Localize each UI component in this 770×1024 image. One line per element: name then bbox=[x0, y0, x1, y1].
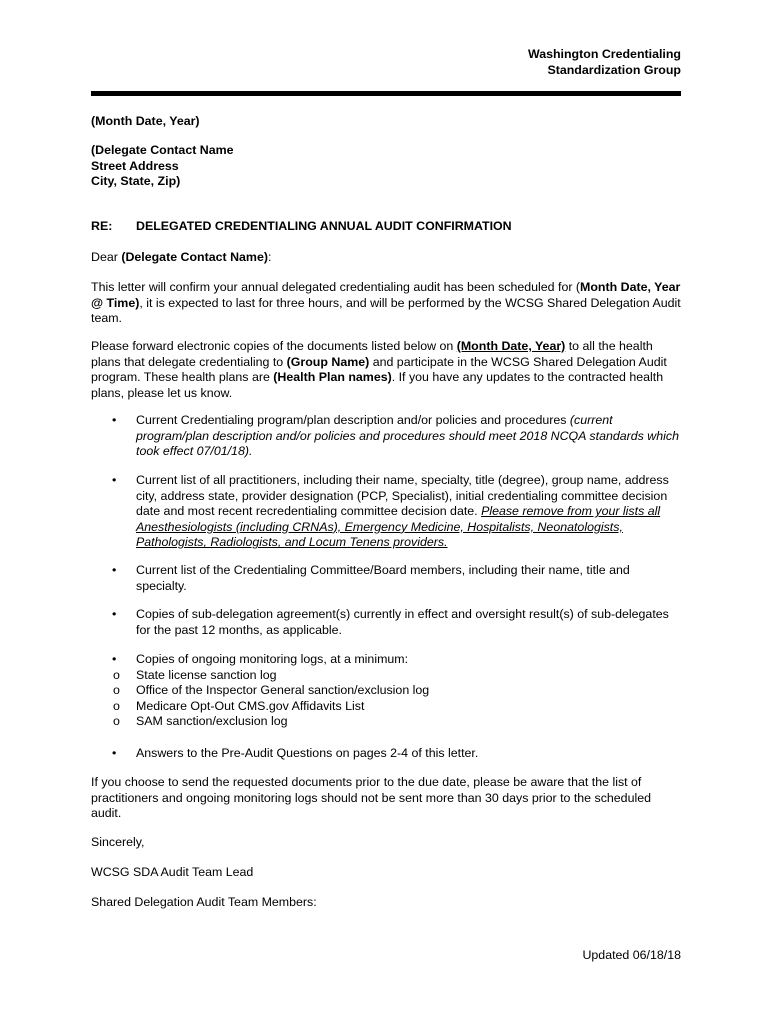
sub-item-text: Medicare Opt-Out CMS.gov Affidavits List bbox=[136, 698, 365, 713]
document-list bbox=[91, 413, 681, 460]
signer: WCSG SDA Audit Team Lead bbox=[91, 865, 254, 879]
bullet-icon: • bbox=[112, 473, 117, 487]
item-text: Copies of ongoing monitoring logs, at a minimum: bbox=[136, 652, 409, 666]
bullet-icon: • bbox=[112, 652, 117, 666]
list-item bbox=[91, 652, 681, 730]
sub-list-item bbox=[113, 668, 681, 684]
org-line-2: Standardization Group bbox=[547, 63, 681, 77]
re-subject: DELEGATED CREDENTIALING ANNUAL AUDIT CONFIRMATION bbox=[136, 219, 512, 233]
document-list bbox=[91, 607, 681, 638]
bullet-icon: • bbox=[112, 563, 117, 577]
p2-part-f: (Health Plan names) bbox=[273, 370, 392, 385]
sub-list-item bbox=[113, 714, 681, 730]
recipient-city: City, State, Zip) bbox=[91, 174, 181, 189]
updated-date: Updated 06/18/18 bbox=[582, 948, 681, 962]
p2-part-b: (Month Date, Year) bbox=[456, 339, 566, 353]
document-list bbox=[91, 473, 681, 551]
paragraph-timing: If you choose to send the requested documents prior to the due date, please be aware that the list of practitioners and ongoing monitoring logs should not be sent more than 30 days prior to the scheduled audit. bbox=[91, 775, 651, 821]
circle-bullet-icon: o bbox=[113, 683, 120, 698]
sub-item-text: Office of the Inspector General sanction/exclusion log bbox=[136, 683, 430, 698]
p1-part-a: This letter will confirm your annual delegated credentialing audit has been scheduled for ( bbox=[91, 280, 581, 294]
p2-part-d: (Group Name) bbox=[286, 354, 370, 369]
p1-part-b: Month Date, Year @ Time) bbox=[91, 280, 681, 310]
circle-bullet-icon: o bbox=[113, 714, 120, 729]
sub-list-item bbox=[113, 683, 681, 699]
p2-part-e: and participate in the WCSG Shared Delegation Audit program. These health plans are bbox=[91, 354, 667, 385]
item-text: Copies of sub-delegation agreement(s) currently in effect and oversight result(s) of sub-delegates for the past 12 months, as applicable. bbox=[136, 607, 669, 637]
header-rule bbox=[91, 91, 681, 96]
closing: Sincerely, bbox=[91, 835, 145, 849]
document-list bbox=[91, 563, 681, 594]
item-note: (current program/plan description and/or policies and procedures should meet 2018 NCQA standards which took effect 07/01/18). bbox=[136, 413, 679, 459]
recipient-name: (Delegate Contact Name bbox=[91, 143, 234, 157]
p2-part-c: to all the health plans that delegate credentialing to bbox=[91, 339, 653, 369]
circle-bullet-icon: o bbox=[113, 698, 120, 713]
recipient-street: Street Address bbox=[91, 158, 179, 173]
letter-date: (Month Date, Year) bbox=[91, 114, 200, 128]
greeting bbox=[91, 250, 681, 266]
bullet-icon: • bbox=[112, 413, 117, 427]
document-list bbox=[91, 746, 681, 762]
list-item bbox=[91, 563, 681, 594]
p2-part-a: Please forward electronic copies of the documents listed below on bbox=[91, 339, 457, 353]
circle-bullet-icon: o bbox=[113, 667, 120, 682]
bullet-icon: • bbox=[112, 746, 117, 760]
greeting-name: (Delegate Contact Name) bbox=[121, 250, 268, 264]
recipient-address bbox=[91, 143, 681, 190]
p2-part-g: . If you have any updates to the contracted health plans, please let us know. bbox=[91, 370, 664, 400]
bullet-icon: • bbox=[112, 607, 117, 621]
paragraph-documents bbox=[91, 339, 681, 401]
list-item bbox=[91, 607, 681, 638]
sub-list-item bbox=[113, 699, 681, 715]
team-members-label: Shared Delegation Audit Team Members: bbox=[91, 895, 317, 909]
list-item bbox=[91, 473, 681, 551]
item-note: Please remove from your lists all Anesthesiologists (including CRNAs), Emergency Medicine, Hospitalists, Neonatologists, Pathologists, Radiologists, and Locum Tenens providers. bbox=[136, 504, 661, 550]
organization-header bbox=[528, 46, 681, 78]
org-line-1: Washington Credentialing bbox=[527, 47, 681, 61]
item-text: Current list of all practitioners, including their name, specialty, title (degree), group name, address city, address state, provider designation (PCP, Specialist), initial credentialing committee decision date and most recent recredentialing committee decision date. bbox=[136, 473, 669, 519]
sub-item-text: State license sanction log bbox=[136, 667, 277, 682]
p1-part-c: , it is expected to last for three hours, and will be performed by the WCSG Shared Delegation Audit team. bbox=[91, 295, 681, 326]
greeting-suffix: : bbox=[267, 250, 272, 264]
paragraph-schedule bbox=[91, 280, 681, 327]
document-list bbox=[91, 652, 681, 730]
greeting-prefix: Dear bbox=[91, 250, 122, 264]
list-item bbox=[91, 413, 681, 460]
re-label: RE: bbox=[91, 219, 113, 233]
item-text: Current list of the Credentialing Committee/Board members, including their name, title and specialty. bbox=[136, 563, 630, 593]
item-text: Answers to the Pre-Audit Questions on pages 2-4 of this letter. bbox=[136, 746, 479, 760]
sub-item-text: SAM sanction/exclusion log bbox=[136, 714, 288, 729]
item-text: Current Credentialing program/plan description and/or policies and procedures bbox=[136, 413, 570, 427]
list-item bbox=[91, 746, 681, 762]
subject-line bbox=[91, 219, 681, 235]
